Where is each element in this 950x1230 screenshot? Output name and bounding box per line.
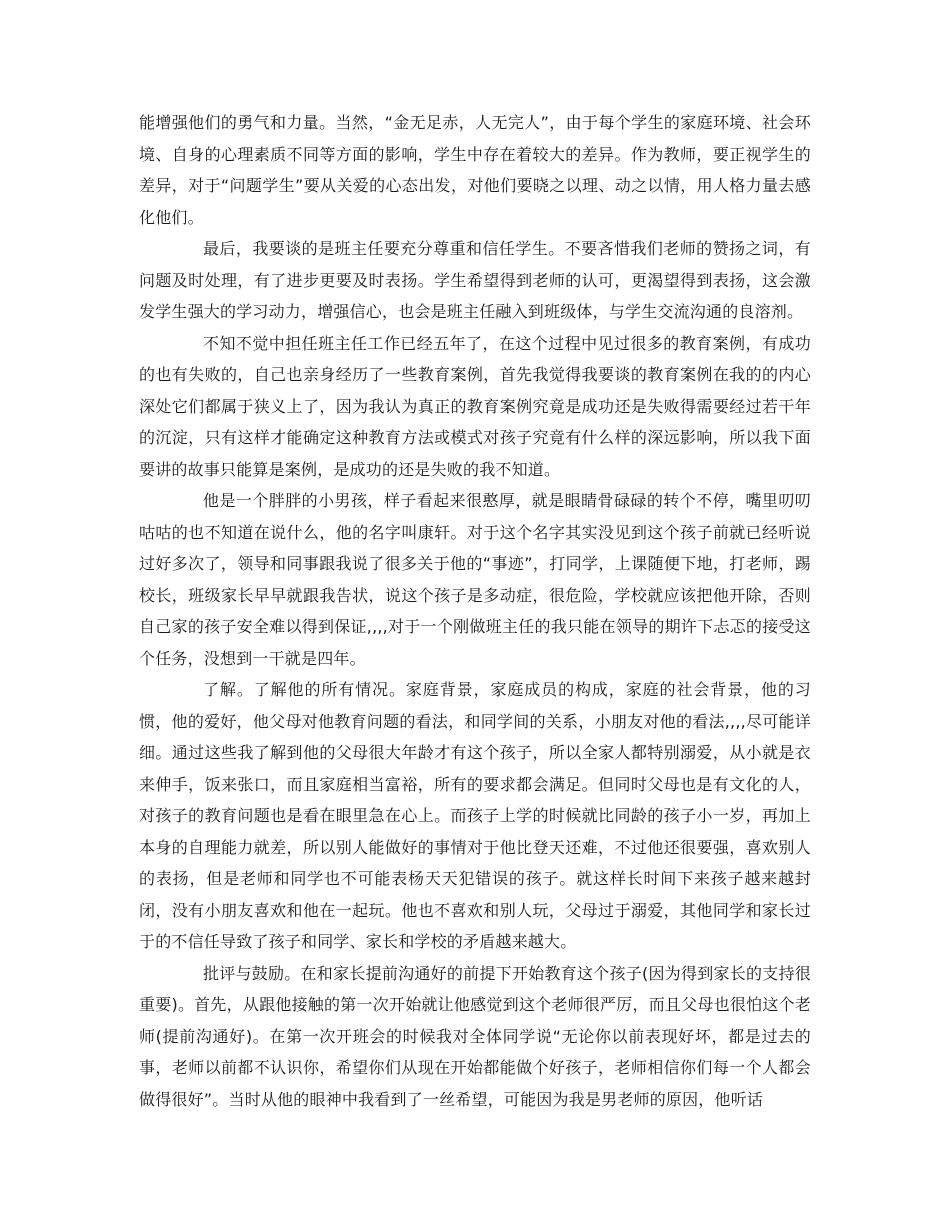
paragraph-6: 批评与鼓励。在和家长提前沟通好的前提下开始教育这个孩子(因为得到家长的支持很重要)。首先，从跟他接触的第一次开始就让他感觉到这个老师很严厉，而且父母也很怕这个老师(提前沟通好)。在第一次开班会的时候我对全体同学说“无论你以前表现好坏，都是过去的事，老师以前都不认识你，希望你们从现在开始都能做个好孩子，老师相信你们每一个人都会做得很好”。当时从他的眼神中我看到了一丝希望，可能因为我是男老师的原因，他听话 — [139, 963, 811, 1109]
paragraph-5: 了解。了解他的所有情况。家庭背景，家庭成员的构成，家庭的社会背景，他的习惯，他的爱好，他父母对他教育问题的看法，和同学间的关系，小朋友对他的看法,,,,尽可能详细。通过这些我了解到他的父母很大年龄才有这个孩子，所以全家人都特别溺爱，从小就是衣来伸手，饭来张口，而且家庭相当富裕，所有的要求都会满足。但同时父母也是有文化的人，对孩子的教育问题也是看在眼里急在心上。而孩子上学的时候就比同龄的孩子小一岁，再加上本身的自理能力就差，所以别人能做好的事情对于他比登天还难，不过他还很要强，喜欢别人的表扬，但是老师和同学也不可能表杨天天犯错误的孩子。就这样长时间下来孩子越来越封闭，没有小朋友喜欢和他在一起玩。他也不喜欢和别人玩，父母过于溺爱，其他同学和家长过于的不信任导致了孩子和同学、家长和学校的矛盾越来越大。 — [139, 680, 811, 951]
paragraph-1: 能增强他们的勇气和力量。当然，“金无足赤，人无完人”，由于每个学生的家庭环境、社会环境、自身的心理素质不同等方面的影响，学生中存在着较大的差异。作为教师，要正视学生的差异，对于“问题学生”要从关爱的心态出发，对他们要晓之以理、动之以情，用人格力量去感化他们。 — [139, 113, 811, 227]
document-body — [139, 107, 811, 1115]
paragraph-2: 最后，我要谈的是班主任要充分尊重和信任学生。不要吝惜我们老师的赞扬之词，有问题及时处理，有了进步更要及时表扬。学生希望得到老师的认可，更渴望得到表扬，这会激发学生强大的学习动力，增强信心，也会是班主任融入到班级体，与学生交流沟通的良溶剂。 — [139, 239, 811, 321]
paragraph-3: 不知不觉中担任班主任工作已经五年了，在这个过程中见过很多的教育案例，有成功的也有失败的，自己也亲身经历了一些教育案例，首先我觉得我要谈的教育案例在我的的内心深处它们都属于狭义上了，因为我认为真正的教育案例究竟是成功还是失败得需要经过若干年的沉淀，只有这样才能确定这种教育方法或模式对孩子究竟有什么样的深远影响，所以我下面要讲的故事只能算是案例，是成功的还是失败的我不知道。 — [139, 333, 811, 479]
paragraph-4: 他是一个胖胖的小男孩，样子看起来很憨厚，就是眼睛骨碌碌的转个不停，嘴里叨叨咕咕的也不知道在说什么，他的名字叫康轩。对于这个名字其实没见到这个孩子前就已经听说过好多次了，领导和同事跟我说了很多关于他的“事迹”，打同学，上课随便下地，打老师，踢校长，班级家长早早就跟我告状，说这个孩子是多动症，很危险，学校就应该把他开除，否则自己家的孩子安全难以得到保证,,,,对于一个刚做班主任的我只能在领导的期许下忐忑的接受这个任务，没想到一干就是四年。 — [139, 491, 811, 668]
